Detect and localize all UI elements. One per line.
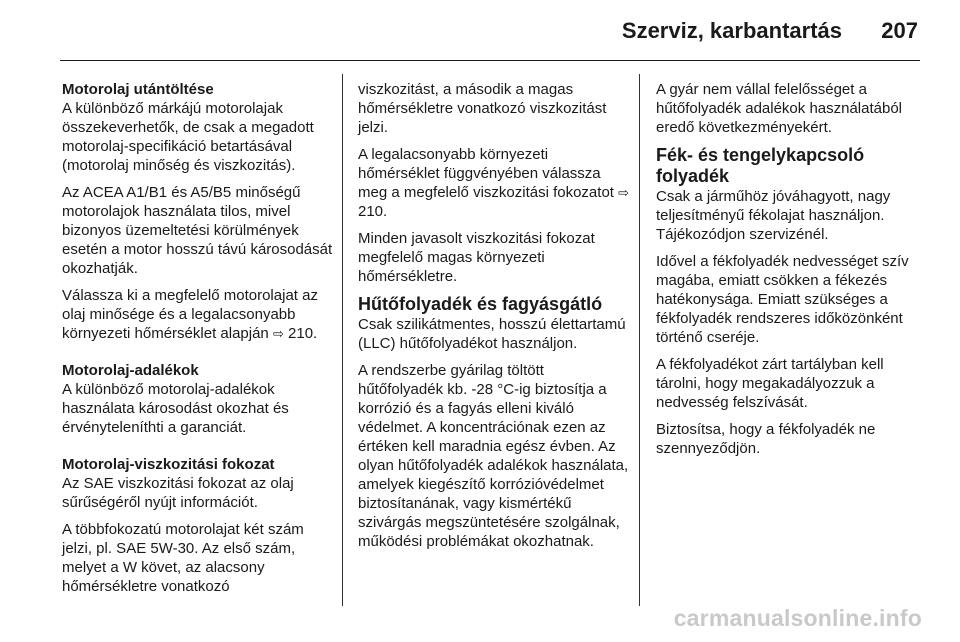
- paragraph-low-temperature-text: A legalacsonyabb környezeti hőmérséklet függvényében válassza meg a megfelelő viszkozitási fokozatot: [358, 146, 614, 201]
- watermark-text: carmanualsonline.info: [673, 605, 922, 631]
- paragraph-brake-4: Biztosítsa, hogy a fékfolyadék ne szennyeződjön.: [656, 421, 876, 457]
- paragraph-oil-refill-1: A különböző márkájú motorolajak összekeverhetők, de csak a megadott motorolaj-specifikáció betartásával (motorolaj minőség és viszkozitás).: [62, 100, 314, 174]
- page-reference-link[interactable]: 210.: [358, 203, 388, 220]
- header-divider: [60, 60, 920, 61]
- page-reference-arrow-icon: ⇨: [618, 185, 630, 200]
- paragraph-brake-2: Idővel a fékfolyadék nedvességet szív magába, emiatt csökken a fékezés hatékonysága. Emiatt szükséges a fékfolyadék rendszeres időközönként történő cseréje.: [656, 253, 909, 346]
- heading-oil-viscosity: Motorolaj-viszkozitási fokozat: [62, 456, 275, 473]
- heading-oil-refill: Motorolaj utántöltése: [62, 81, 214, 98]
- paragraph-coolant-1: Csak szilikátmentes, hosszú élettartamú (LLC) hűtőfolyadékot használjon.: [358, 316, 626, 352]
- text-column-3: [656, 80, 926, 466]
- page-header: [0, 0, 960, 62]
- paragraph-viscosity-continued: viszkozitást, a második a magas hőmérsékletre vonatkozó viszkozitást jelzi.: [358, 81, 607, 136]
- paragraph-brake-3: A fékfolyadékot zárt tartályban kell tárolni, hogy megakadályozzuk a nedvesség felszívását.: [656, 356, 884, 411]
- column-divider-2: [639, 74, 640, 606]
- heading-oil-additives: Motorolaj-adalékok: [62, 362, 199, 379]
- paragraph-coolant-2: A rendszerbe gyárilag töltött hűtőfolyadék kb. -28 °C-ig biztosítja a korrózió és a fagyás elleni kiváló védelmet. A koncentrációnak ezen az értéken kell maradnia egész évben. Az olyan hűtőfolyadék adalékok használata, amelyek kiegészítő korrózióvédelmet biztosítanának, vagy kismértékű szivárgás megszüntetésére szolgálnak, működési problémákat okozhatnak.: [358, 362, 629, 550]
- paragraph-oil-refill-3: [62, 286, 334, 343]
- heading-brake-fluid: Fék- és tengelykapcsoló folyadék: [656, 145, 865, 186]
- page-reference-arrow-icon: ⇨: [272, 326, 284, 341]
- paragraph-liability: A gyár nem vállal felelősséget a hűtőfolyadék adalékok használatából eredő következményekért.: [656, 81, 903, 136]
- heading-coolant: Hűtőfolyadék és fagyásgátló: [358, 294, 603, 314]
- paragraph-oil-viscosity-1: Az SAE viszkozitási fokozat az olaj sűrűségéről nyújt információt.: [62, 475, 294, 511]
- text-column-1: [62, 80, 334, 604]
- paragraph-oil-additives: A különböző motorolaj-adalékok használata károsodást okozhat és érvényteleníthti a garanciát.: [62, 381, 289, 436]
- paragraph-recommended-viscosity: Minden javasolt viszkozitási fokozat megfelelő magas környezeti hőmérsékletre.: [358, 230, 595, 285]
- paragraph-oil-viscosity-2: A többfokozatú motorolajat két szám jelzi, pl. SAE 5W-30. Az első szám, melyet a W követ, az alacsony hőmérsékletre vonatkozó: [62, 521, 304, 595]
- paragraph-oil-refill-3-text: Válassza ki a megfelelő motorolajat az olaj minősége és a legalacsonyabb környezeti hőmérséklet alapján: [62, 287, 318, 342]
- paragraph-brake-1: Csak a járműhöz jóváhagyott, nagy teljesítményű fékolajat használjon. Tájékozódjon szervizénél.: [656, 188, 891, 243]
- page-reference-link[interactable]: 210.: [288, 325, 318, 342]
- paragraph-low-temperature: [358, 145, 630, 221]
- page-number: 207: [881, 18, 918, 43]
- paragraph-oil-refill-2: Az ACEA A1/B1 és A5/B5 minőségű motorolajok használata tilos, mivel bizonyos üzemeltetési körülmények esetén a motor hosszú távú károsodását okozhatják.: [62, 184, 333, 277]
- column-divider-1: [342, 74, 343, 606]
- section-title: Szerviz, karbantartás: [621, 18, 842, 43]
- text-column-2: [358, 80, 630, 559]
